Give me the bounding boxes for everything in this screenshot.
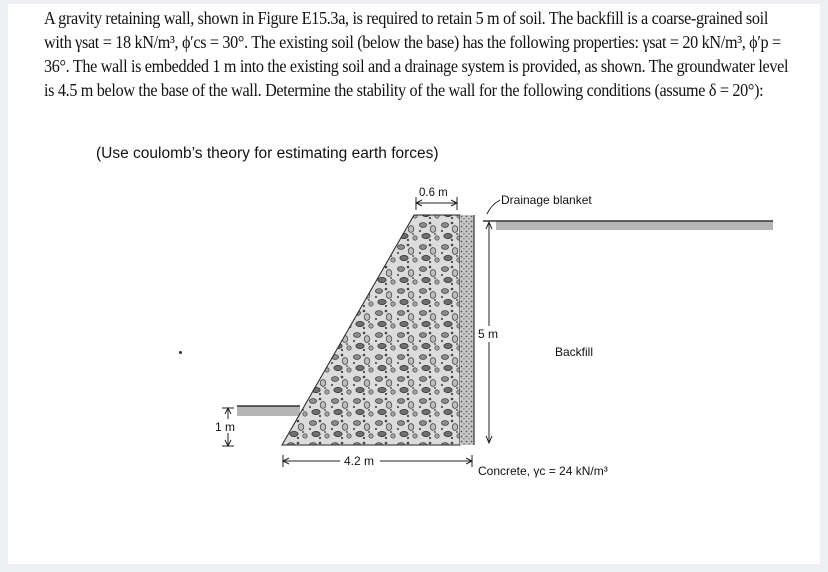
backfill-label: Backfill [555, 345, 594, 359]
problem-line-3: 36°. The wall is embedded 1 m into the existing soil and a drainage system is provided, as shown. The groundwater level [44, 56, 789, 76]
base-width-label: 4.2 m [344, 454, 375, 468]
drainage-leader [487, 200, 500, 214]
gravity-wall [282, 215, 460, 445]
backfill-surface [496, 221, 773, 230]
height-label: 5 m [478, 327, 499, 341]
problem-line-2: with γsat = 18 kN/m³, ϕ′cs = 30°. The existing soil (below the base) has the following properties: γsat = 20 kN/m³, ϕ′p = [44, 32, 781, 52]
top-width-label: 0.6 m [419, 187, 448, 199]
instruction-text: (Use coulomb’s theory for estimating earth forces) [96, 145, 439, 162]
drainage-blanket [460, 215, 474, 445]
problem-line-4: is 4.5 m below the base of the wall. Determine the stability of the wall for the following conditions (assume δ = 20°): [44, 80, 764, 100]
concrete-label: Concrete, γc = 24 kN/m³ [478, 464, 608, 478]
drainage-label: Drainage blanket [501, 193, 592, 207]
existing-ground-surface [237, 406, 300, 416]
embed-label: 1 m [215, 420, 236, 434]
problem-line-1: A gravity retaining wall, shown in Figure E15.3a, is required to retain 5 m of soil. The backfill is a coarse-grained soil [44, 8, 769, 28]
